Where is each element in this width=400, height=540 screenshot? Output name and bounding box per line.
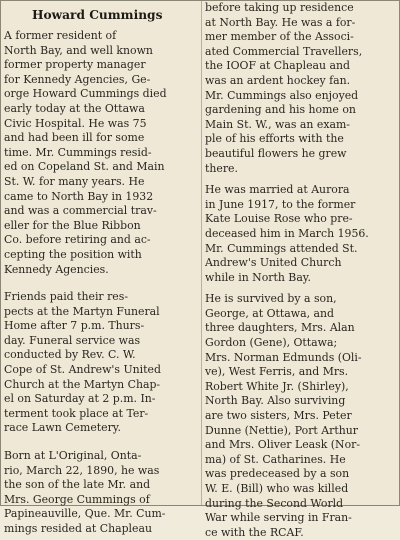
text-line: while in North Bay. xyxy=(205,270,311,284)
text-line: during the Second World xyxy=(205,496,344,510)
text-line: cepting the position with xyxy=(4,247,142,261)
text-line: former property manager xyxy=(4,58,146,72)
text-line: in June 1917, to the former xyxy=(205,197,356,211)
text-line: day. Funeral service was xyxy=(4,333,141,347)
text-line: Cope of St. Andrew's United xyxy=(4,363,161,377)
text-line: and was a commercial trav- xyxy=(4,204,157,218)
text-line: gardening and his home on xyxy=(205,103,356,117)
text-line: was an ardent hockey fan. xyxy=(205,73,351,87)
text-line: Mrs. Norman Edmunds (Oli- xyxy=(205,350,362,364)
paragraph-gap xyxy=(4,277,197,290)
text-line: mer member of the Associ- xyxy=(205,30,354,44)
paragraph xyxy=(205,292,397,540)
text-line: Kennedy Agencies. xyxy=(4,262,109,276)
text-line: Dunne (Nettie), Port Arthur xyxy=(205,423,358,437)
text-line: for Kennedy Agencies, Ge- xyxy=(4,72,151,86)
paragraph-gap xyxy=(205,176,397,183)
text-line: Church at the Martyn Chap- xyxy=(4,377,161,391)
text-line: Born at L'Original, Onta- xyxy=(4,449,142,463)
text-line: Robert White Jr. (Shirley), xyxy=(205,379,349,393)
right-column-body xyxy=(205,1,397,540)
text-line: North Bay. Also surviving xyxy=(205,394,346,408)
text-line: Mr. Cummings also enjoyed xyxy=(205,88,359,102)
paragraph xyxy=(205,183,397,285)
text-line: A former resident of xyxy=(4,29,117,42)
text-line: three daughters, Mrs. Alan xyxy=(205,321,355,335)
right-column xyxy=(205,1,397,540)
text-line: race Lawn Cemetery. xyxy=(4,421,121,435)
text-line: Friends paid their res- xyxy=(4,290,129,304)
text-line: early today at the Ottawa xyxy=(4,101,145,115)
text-line: Main St. W., was an exam- xyxy=(205,117,350,131)
text-line: conducted by Rev. C. W. xyxy=(4,348,136,362)
text-line: was predeceased by a son xyxy=(205,467,350,481)
text-line: the son of the late Mr. and xyxy=(4,478,151,492)
text-line: Kate Louise Rose who pre- xyxy=(205,212,353,226)
text-line: ed on Copeland St. and Main xyxy=(4,160,165,174)
text-line: War while serving in Fran- xyxy=(205,511,352,525)
text-line: time. Mr. Cummings resid- xyxy=(4,145,152,159)
left-column xyxy=(4,1,197,537)
text-line: Co. before retiring and ac- xyxy=(4,233,151,247)
text-line: and Mrs. Oliver Leask (Nor- xyxy=(205,438,361,452)
paragraph xyxy=(205,1,397,176)
text-line: el on Saturday at 2 p.m. In- xyxy=(4,392,156,406)
text-line: George, at Ottawa, and xyxy=(205,306,334,320)
text-line: ated Commercial Travellers, xyxy=(205,44,363,58)
text-line: North Bay, and well known xyxy=(4,43,153,57)
text-line: beautiful flowers he grew xyxy=(205,146,347,160)
text-line: He was married at Aurora xyxy=(205,183,350,197)
paragraph-gap xyxy=(205,285,397,292)
text-line: there. xyxy=(205,161,238,175)
text-line: are two sisters, Mrs. Peter xyxy=(205,409,352,423)
text-line: the IOOF at Chapleau and xyxy=(205,59,350,73)
text-line: eller for the Blue Ribbon xyxy=(4,218,141,232)
text-line: orge Howard Cummings died xyxy=(4,87,167,101)
text-line: Andrew's United Church xyxy=(205,256,342,270)
paragraph-gap xyxy=(4,436,197,449)
text-line: ve), West Ferris, and Mrs. xyxy=(205,365,349,379)
text-line: came to North Bay in 1932 xyxy=(4,189,154,203)
text-line: Civic Hospital. He was 75 xyxy=(4,116,147,130)
text-line: terment took place at Ter- xyxy=(4,406,149,420)
headline: Howard Cummings xyxy=(32,8,163,22)
text-line: Mrs. George Cummings of xyxy=(4,492,150,506)
text-line: He is survived by a son, xyxy=(205,292,337,306)
text-line: Home after 7 p.m. Thurs- xyxy=(4,319,145,333)
text-line: at North Bay. He was a for- xyxy=(205,15,356,29)
text-line: Mr. Cummings attended St. xyxy=(205,241,358,255)
text-line: mings resided at Chapleau xyxy=(4,522,152,535)
left-column-body xyxy=(4,29,197,537)
text-line: Papineauville, Que. Mr. Cum- xyxy=(4,507,166,521)
text-line: ce with the RCAF. xyxy=(205,525,304,539)
paragraph xyxy=(4,29,197,277)
text-line: rio, March 22, 1890, he was xyxy=(4,463,160,477)
text-line: St. W. for many years. He xyxy=(4,174,145,188)
text-line: ple of his efforts with the xyxy=(205,132,344,146)
text-line: W. E. (Bill) who was killed xyxy=(205,482,349,495)
paragraph xyxy=(4,290,197,436)
text-line: ma) of St. Catharines. He xyxy=(205,452,346,466)
text-line: Gordon (Gene), Ottawa; xyxy=(205,336,338,350)
text-line: deceased him in March 1956. xyxy=(205,226,369,240)
text-line: and had been ill for some xyxy=(4,131,145,145)
text-line: pects at the Martyn Funeral xyxy=(4,304,160,318)
text-line: before taking up residence xyxy=(205,1,354,14)
column-rule xyxy=(201,1,202,505)
paragraph xyxy=(4,449,197,537)
